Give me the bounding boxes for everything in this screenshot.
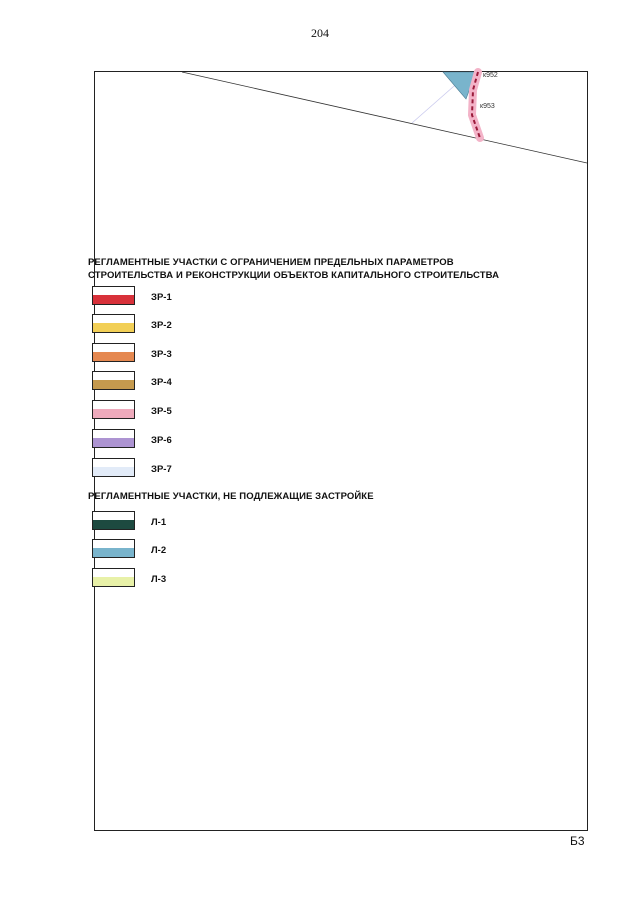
swatch-fill [93, 352, 134, 361]
legend-swatch [92, 314, 135, 333]
legend-code: ЗР-4 [151, 377, 172, 388]
legend-code: ЗР-1 [151, 292, 172, 303]
swatch-fill [93, 577, 134, 586]
legend-swatch [92, 400, 135, 419]
legend-section-2-title: РЕГЛАМЕНТНЫЕ УЧАСТКИ, НЕ ПОДЛЕЖАЩИЕ ЗАСТРОЙКЕ [88, 491, 374, 502]
swatch-fill [93, 548, 134, 557]
legend-item-zr2 [92, 314, 292, 336]
legend-code: ЗР-2 [151, 320, 172, 331]
legend-swatch [92, 371, 135, 390]
sheet-code: Б3 [570, 834, 585, 848]
swatch-fill [93, 467, 134, 476]
map-label-k953: к953 [480, 103, 495, 110]
legend-item-l2 [92, 539, 292, 561]
swatch-fill [93, 323, 134, 332]
legend-item-zr4 [92, 371, 292, 393]
legend-code: ЗР-7 [151, 464, 172, 475]
legend-code: Л-3 [151, 574, 167, 585]
legend-section-1-title-line-2: СТРОИТЕЛЬСТВА И РЕКОНСТРУКЦИИ ОБЪЕКТОВ КАПИТАЛЬНОГО СТРОИТЕЛЬСТВА [88, 270, 500, 281]
legend-swatch [92, 539, 135, 558]
legend-item-zr5 [92, 400, 292, 422]
legend-swatch [92, 458, 135, 477]
legend-code: Л-2 [151, 545, 167, 556]
legend-swatch [92, 343, 135, 362]
swatch-fill [93, 380, 134, 389]
legend-code: ЗР-3 [151, 349, 172, 360]
legend-swatch [92, 511, 135, 530]
swatch-fill [93, 520, 134, 529]
legend-item-zr3 [92, 343, 292, 365]
legend-swatch [92, 286, 135, 305]
map-label-k952: к952 [483, 72, 498, 79]
legend-item-l3 [92, 568, 292, 590]
swatch-fill [93, 295, 134, 304]
legend-swatch [92, 568, 135, 587]
swatch-fill [93, 409, 134, 418]
legend-code: ЗР-6 [151, 435, 172, 446]
legend-item-zr7 [92, 458, 292, 480]
legend-code: ЗР-5 [151, 406, 172, 417]
legend-item-l1 [92, 511, 292, 533]
legend-section-1-title-line-1: РЕГЛАМЕНТНЫЕ УЧАСТКИ С ОГРАНИЧЕНИЕМ ПРЕДЕЛЬНЫХ ПАРАМЕТРОВ [88, 257, 454, 268]
page-number: 204 [311, 26, 329, 40]
legend-item-zr6 [92, 429, 292, 451]
legend-swatch [92, 429, 135, 448]
swatch-fill [93, 438, 134, 447]
boundary-line [182, 72, 587, 163]
legend-code: Л-1 [151, 517, 167, 528]
legend-item-zr1 [92, 286, 292, 308]
